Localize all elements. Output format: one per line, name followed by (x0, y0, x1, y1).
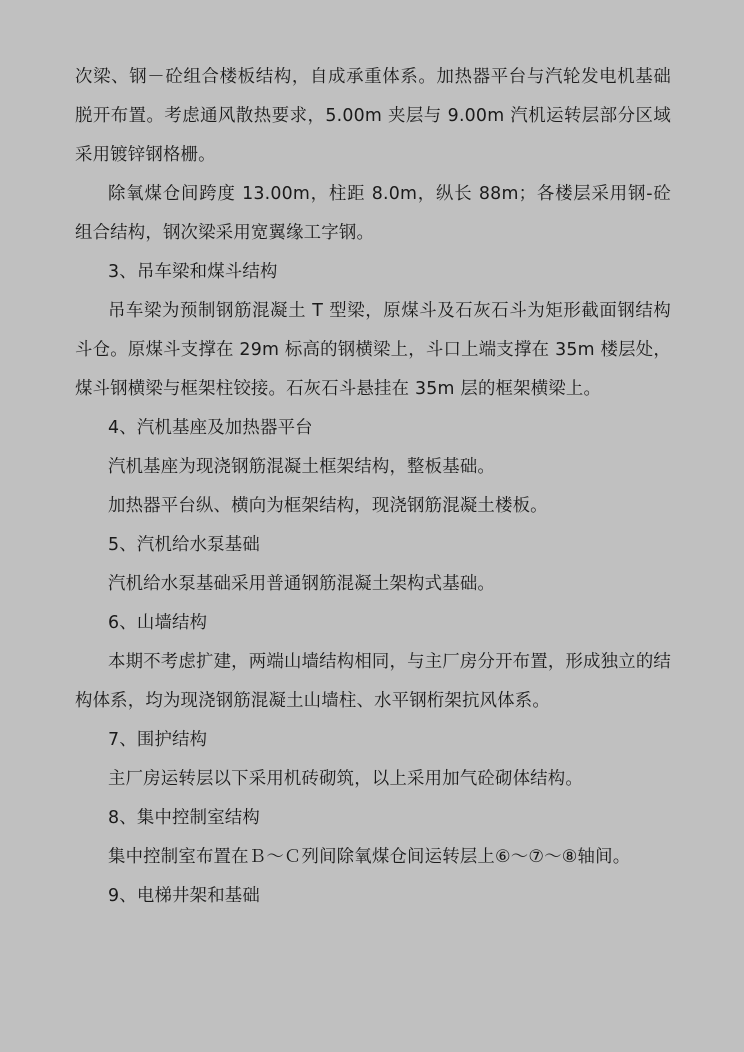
section-heading: 4、汽机基座及加热器平台 (108, 418, 313, 438)
body-paragraph: 吊车梁为预制钢筋混凝土 T 型梁，原煤斗及石灰石斗为矩形截面钢结构斗仓。原煤斗支撑在 29m 标高的钢横梁上，斗口上端支撑在 35m 楼层处，煤斗钢横梁与框架柱铰接。石灰石斗悬挂在 35m 层的框架横梁上。 (75, 301, 671, 399)
section-heading: 3、吊车梁和煤斗结构 (108, 262, 278, 282)
body-paragraph: 除氧煤仓间跨度 13.00m，柱距 8.0m，纵长 88m；各楼层采用钢-砼组合结构，钢次梁采用宽翼缘工字钢。 (75, 184, 671, 243)
body-paragraph: 加热器平台纵、横向为框架结构，现浇钢筋混凝土楼板。 (108, 496, 548, 516)
section-heading: 7、围护结构 (108, 730, 208, 750)
document-page (75, 58, 671, 916)
body-paragraph: 汽机给水泵基础采用普通钢筋混凝土架构式基础。 (108, 574, 495, 594)
body-paragraph: 集中控制室布置在Ｂ～Ｃ列间除氧煤仓间运转层上⑥～⑦～⑧轴间。 (108, 847, 631, 867)
body-paragraph: 本期不考虑扩建，两端山墙结构相同，与主厂房分开布置，形成独立的结构体系，均为现浇钢筋混凝土山墙柱、水平钢桁架抗风体系。 (75, 652, 671, 711)
section-heading: 5、汽机给水泵基础 (108, 535, 260, 555)
body-paragraph: 次梁、钢－砼组合楼板结构，自成承重体系。加热器平台与汽轮发电机基础脱开布置。考虑通风散热要求，5.00m 夹层与 9.00m 汽机运转层部分区域采用镀锌钢格栅。 (75, 67, 671, 165)
section-heading: 8、集中控制室结构 (108, 808, 260, 828)
body-paragraph: 汽机基座为现浇钢筋混凝土框架结构，整板基础。 (108, 457, 495, 477)
body-paragraph: 主厂房运转层以下采用机砖砌筑，以上采用加气砼砌体结构。 (108, 769, 583, 789)
section-heading: 9、电梯井架和基础 (108, 886, 260, 906)
section-heading: 6、山墙结构 (108, 613, 208, 633)
